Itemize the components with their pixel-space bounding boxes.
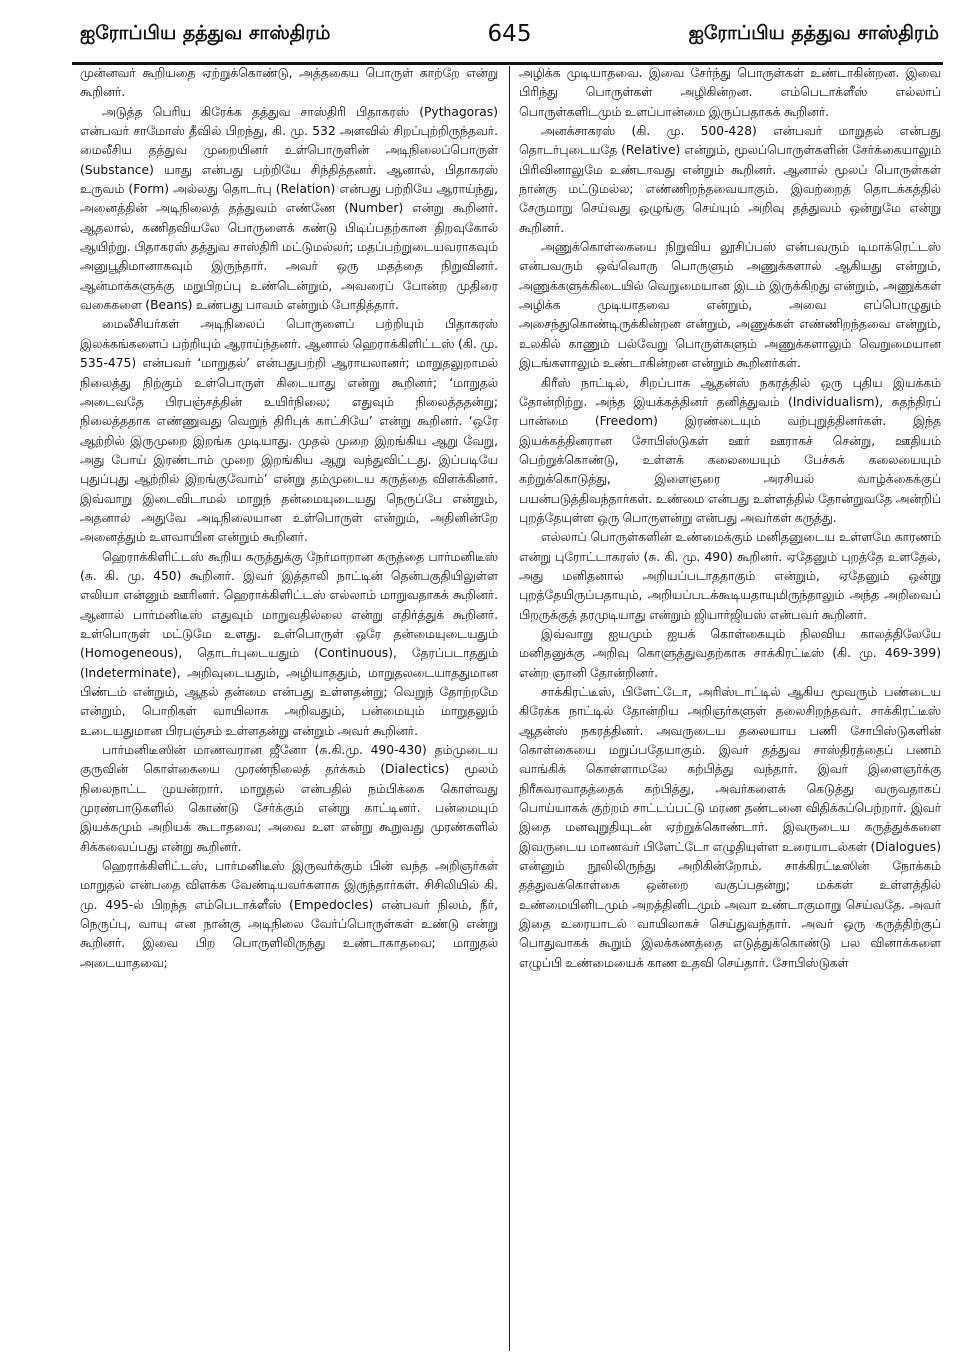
paragraph: மைலீசியர்கள் அடிநிலைப் பொருளைப் பற்றியும் பிதாகரஸ் இலக்கங்களைப் பற்றியும் ஆராய்ந்தனர். ஆனால் ஹெராக்கிளிட்டஸ் (கி. மு. 535-475) என்பவர் ‘மாறுதல்’ என்பதுபற்றி ஆராயலானர்; மாறுதலுறாமல் நிலைத்து நிற்கும் உள்பொருள் கிடையாது என்று கூறினர்; ‘மாறுதல் அடைவதே பிரபஞ்சத்தின் உயிர்நிலை; எதுவும் நிலைத்ததன்று; நிலைத்ததாக எண்ணுவது வெறுந் திரிபுக் காட்சியே’ என்று கூறினர். ‘ஒரே ஆற்றில் இருமுறை இறங்க முடியாது. முதல் முறை இறங்கிய ஆறு வேறு, அது போய் இரண்டாம் முறை இறங்கிய ஆறு வந்துவிட்டது. இப்படியே புதுப்புது ஆற்றில் இறங்குவோம்’ என்று தம்முடைய கருத்தை விளக்கினர். இவ்வாறு இடைவிடாமல் மாறுந் தன்மையுடையது நெருப்பே என்றும், அதனால் அதுவே அடிநிலையான உள்பொருள் என்றும், அதினின்றே அனைத்தும் உளவாயின என்றும் கூறினர். <box>80 317 498 545</box>
page-number: 645 <box>487 21 532 47</box>
paragraph: அனக்சாகரஸ் (கி. மு. 500-428) என்பவர் மாறுதல் என்பது தொடர்புடையதே (Relative) என்றும், மூலப்பொருள்களின் சேர்க்கையாலும் பிரிவினாலுமே உண்டாவது என்றும் கூறினர். ஆனால் மூலப் பொருள்கள் நான்கு மட்டுமல்ல; எண்ணிறந்தவையாகும். இவற்றைத் தொடக்கத்தில் சேருமாறு செய்வது ஒழுங்கு செய்யும் அறிவு தத்துவம் ஒன்றுமே என்று கூறினர். <box>519 124 941 235</box>
paragraph: சாக்கிரட்டீஸ், பிளேட்டோ, அரிஸ்டாட்டில் ஆகிய மூவரும் பண்டைய கிரேக்க நாட்டில் தோன்றிய அறிஞர்களுள் தலைசிறந்தவர். சாக்கிரட்டீஸ் ஆதன்ஸ் நகரத்தினர். அவருடைய தலையாய பணி சோபிஸ்டுகளின் கொள்கையை மறுப்பதேயாகும். இவர் தத்துவ சாஸ்திரத்தைப் பணம் வாங்கிக் கொள்ளாமலே கற்பித்து வந்தார். இவர் இளைஞர்க்கு நிரீசுவரவாதத்தைக் கற்பித்து, அவர்களைக் கெடுத்து வருவதாகப் பொய்யாகக் குற்றம் சாட்டப்பட்டு மரண தண்டனை விதிக்கப்பெற்றார். இவர் இதை மனவுறுதியுடன் ஏற்றுக்கொண்டார். இவருடைய கருத்துக்களை இவருடைய மாணவர் பிளேட்டோ எழுதியுள்ள உரையாடல்கள் (Dialogues) என்னும் நூலிலிருந்து அறிகின்றோம். சாக்கிரட்டீஸின் நோக்கம் தத்துவக்கொள்கை ஒன்றை வகுப்பதன்று; மக்கள் உள்ளத்தில் உண்மையினிடமும் அறத்தினிடமும் அவா உண்டாகுமாறு செய்வதே. அவர் இதை உரையாடல் வாயிலாகச் செய்துவந்தார். அவர் ஒரு கருத்திற்குப் பொதுவாகக் கூறும் இலக்கணத்தை எடுத்துக்கொண்டு பல வினாக்களை எழுப்பி உண்மையைக் காண உதவி செய்தார். சோபிஸ்டுகள் <box>519 685 941 970</box>
paragraph: எல்லாப் பொருள்களின் உண்மைக்கும் மனிதனுடைய உள்ளமே காரணம் என்று புரோட்டாகரஸ் (சு. கி. மு. 490) கூறினர். ஏதேனும் புறத்தே உளதேல், அது மனிதனால் அறியப்படாததாகும் என்றும், ஏதேனும் ஒன்று புறத்தேயிருப்பதாயும், அறியப்படக்கூடியதாயுமிருந்தாலும் அந்த அறிவைப் பிறருக்குத் தரமுடியாது என்றும் ஜியார்ஜியஸ் என்பவர் கூறினர். <box>519 530 941 622</box>
paragraph: அணுக்கொள்கையை நிறுவிய லூசிப்பஸ் என்பவரும் டிமாக்ரெட்டஸ் என்பவரும் ஒவ்வொரு பொருளும் அணுக்களால் ஆகியது என்றும், அணுக்களுக்கிடையில் வெறுமையான இடம் இருக்கிறது என்றும், அணுக்கள் அழிக்க முடியாதவை என்றும், அவை எப்பொழுதும் அசைந்துகொண்டிருக்கின்றன என்றும், அணுக்கள் எண்ணிறந்தவை என்றும், உலகில் காணும் பல்வேறு பொருள்களும் அணுக்களாலும் வெறுமையான இடங்களாலும் உண்டாகின்றன என்றும் கூறினர்கள். <box>519 240 941 371</box>
paragraph: அழிக்க முடியாதவை. இவை சேர்ந்து பொருள்கள் உண்டாகின்றன. இவை பிரிந்து பொருள்கள் அழிகின்றன. எம்பெடாக்ளீஸ் எல்லாப் பொருள்களிடமும் உளப்பான்மை இருப்பதாகக் கூறினர். <box>519 66 941 119</box>
running-header <box>80 14 939 54</box>
paragraph: அடுத்த பெரிய கிரேக்க தத்துவ சாஸ்திரி பிதாகரஸ் (Pythagoras) என்பவர் சாமோஸ் தீவில் பிறந்து, கி. மு. 532 அளவில் சிறப்புற்றிருந்தவர். மைலீசிய தத்துவ முறையினர் உள்பொருளின் அடிநிலைப்பொருள் (Substance) யாது என்பது பற்றியே சிந்தித்தனர். ஆனால், பிதாகரஸ் உருவம் (Form) அல்லது தொடர்பு (Relation) என்பது பற்றியே ஆராய்ந்து, அனைத்தின் அடிநிலைத் தத்துவம் எண்ணே (Number) என்று கூறினர். ஆதலால், கணிதவியலே பொருளைக் கண்டு பிடிப்பதற்கான திறவுகோல் ஆயிற்று. பிதாகரஸ் தத்துவ சாஸ்திரி மட்டுமல்லர்; மதப்பற்றுடையவராகவும் அனுபூதிமானாகவும் இருந்தார். அவர் ஒரு மதத்தை நிறுவினர். ஆன்மாக்களுக்கு மறுபிறப்பு உண்டென்றும், அவரைப் போன்ற முதிரை வகைகளை (Beans) உண்பது பாவம் என்றும் போதித்தார். <box>80 104 498 313</box>
header-title-left: ஐரோப்பிய தத்துவ சாஸ்திரம் <box>80 21 331 44</box>
column-divider <box>509 66 510 1351</box>
paragraph: ஹெராக்கிளிட்டஸ், பார்மனிடீஸ் இருவர்க்கும் பின் வந்த அறிஞர்கள் மாறுதல் என்பதை விளக்க வேண்டியவர்களாக இருந்தார்கள். சிசிலியில் கி. மு. 495-ல் பிறந்த எம்பெடாக்ளீஸ் (Empedocles) என்பவர் நிலம், நீர், நெருப்பு, வாயு என நான்கு அடிநிலை வேர்ப்பொருள்கள் உண்டு என்று கூறினர். இவை பிற பொருளிலிருந்து உண்டாகாதவை; மாறுதல் அடையாதவை; <box>80 859 498 970</box>
paragraph: பார்மனிடீஸின் மாணவரான ஜீனோ (சு.கி.மு. 490-430) தம்முடைய குருவின் கொள்கையை முரண்நிலைத் தர்க்கம் (Dialectics) மூலம் நிலைநாட்ட முயன்றார். மாறுதல் என்பதில் நம்பிக்கை கொள்வது முரண்பாடுகளில் கொண்டு சேர்க்கும் என்று காட்டினர். பன்மையும் இயக்கமும் அறியக் கூடாதவை; அவை உள என்று கூறுவது முரண்களில் சிக்கவைப்பது என்று கூறினர். <box>80 743 498 854</box>
paragraph: முன்னவர் கூறியதை ஏற்றுக்கொண்டு, அத்தகைய பொருள் காற்றே என்று கூறினர். <box>80 66 498 100</box>
header-title-right: ஐரோப்பிய தத்துவ சாஸ்திரம் <box>688 21 939 44</box>
right-column <box>519 64 941 1354</box>
paragraph: கிரீஸ் நாட்டில், சிறப்பாக ஆதன்ஸ் நகரத்தில் ஒரு புதிய இயக்கம் தோன்றிற்று. அந்த இயக்கத்தினர் தனித்துவம் (Individualism), சுதந்திரப் பான்மை (Freedom) இரண்டையும் வற்புறுத்தினர்கள். இந்த இயக்கத்தினரான சோபிஸ்டுகள் ஊர் ஊராகச் சென்று, ஊதியம் பெற்றுக்கொண்டு, உள்ளக் கலையையும் பேச்சுக் கலையையும் கற்றுக்கொடுத்து, இளைஞரை அரசியல் வாழ்க்கைக்குப் பயன்படுத்திவந்தார்கள். உண்மை என்பது உள்ளத்தில் தோன்றுவதே அன்றிப் புறத்தேயுள்ள ஒரு பொருளன்று என்பது அவர்கள் கருத்து. <box>519 375 941 525</box>
left-column <box>80 64 498 1354</box>
paragraph: இவ்வாறு ஐயமும் ஐயக் கொள்கையும் நிலவிய காலத்திலேயே மனிதனுக்கு அறிவு கொளுத்துவதற்காக சாக்கிரட்டீஸ் (கி. மு. 469-399) என்ற ஞானி தோன்றினர். <box>519 626 941 680</box>
paragraph: ஹெராக்கிளிட்டஸ் கூறிய கருத்துக்கு நேர்மாறான கருத்தை பார்மனிடீஸ் (சு. கி. மு. 450) கூறினர். இவர் இத்தாலி நாட்டின் தென்பகுதியிலுள்ள எலியா என்னும் ஊரினர். ஹெராக்கிளிட்டஸ் எல்லாம் மாறுவதாகக் கூறினர். ஆனால் பார்மனிடீஸ் எதுவும் மாறுவதில்லை என்று எதிர்த்துக் கூறினர். உள்பொருள் மட்டுமே உளது. உள்பொருள் ஒரே தன்மையுடையதும் (Homogeneous), தொடர்புடையதும் (Continuous), தேரப்படாததும் (Indeterminate), அறிவுடையதும், அழியாததும், மாறுதலடையாததுமான பிண்டம் என்றும், ஆதல் தன்மை என்பது உள்ளதன்று; வெறுந் தோற்றமே என்றும், பொறிகள் வாயிலாக அறிவதும், பன்மையும் மாறுதலும் உடையதுமான பிரபஞ்சம் உள்ளதன்று என்றும் அவர் கூறினர். <box>80 549 498 738</box>
